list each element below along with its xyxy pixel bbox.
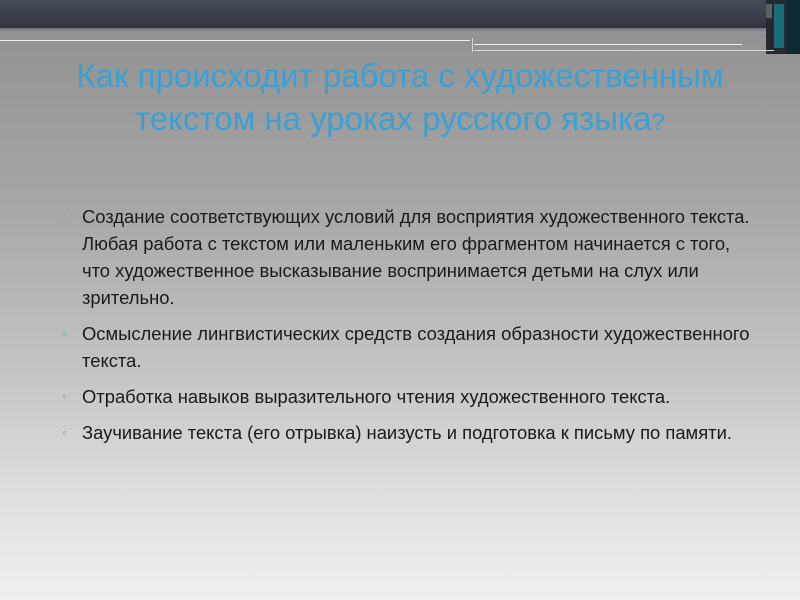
bullet-item	[62, 203, 762, 311]
decorative-line-divider	[472, 38, 473, 52]
bullet-marker-icon: ◦	[62, 208, 67, 224]
slide-title-text: Как происходит работа с художественным текстом на уроках русского языка	[76, 57, 724, 137]
bullet-item	[62, 320, 762, 374]
decorative-line-right-lower	[474, 50, 774, 51]
corner-accent-gray	[766, 4, 772, 18]
bullet-text: Отработка навыков выразительного чтения художественного текста.	[82, 386, 671, 407]
bullet-text: Осмысление лингвистических средств создания образности художественного текста.	[82, 323, 750, 371]
bullet-marker-icon: ◦	[62, 325, 67, 341]
bullet-marker-icon: ◦	[62, 388, 67, 404]
bullet-text: Создание соответствующих условий для восприятия художественного текста. Любая работа с текстом или маленьким его фрагментом начинается с того, что художественное высказывание воспринимается детьми на слух или зрительно.	[82, 206, 750, 308]
decorative-line-left	[0, 40, 470, 41]
bullet-text: Заучивание текста (его отрывка) наизусть и подготовка к письму по памяти.	[82, 422, 732, 443]
header-band-edge	[0, 28, 800, 33]
bullet-item	[62, 419, 762, 446]
slide-title	[40, 54, 760, 144]
corner-accent-teal	[774, 4, 784, 48]
header-band	[0, 0, 800, 28]
decorative-line-right-upper	[474, 44, 742, 45]
bullet-marker-icon: ◦	[62, 424, 67, 440]
bullet-list	[62, 203, 762, 455]
corner-accent-dark	[786, 0, 800, 54]
bullet-item	[62, 383, 762, 410]
slide-title-question-mark: ?	[651, 109, 665, 136]
